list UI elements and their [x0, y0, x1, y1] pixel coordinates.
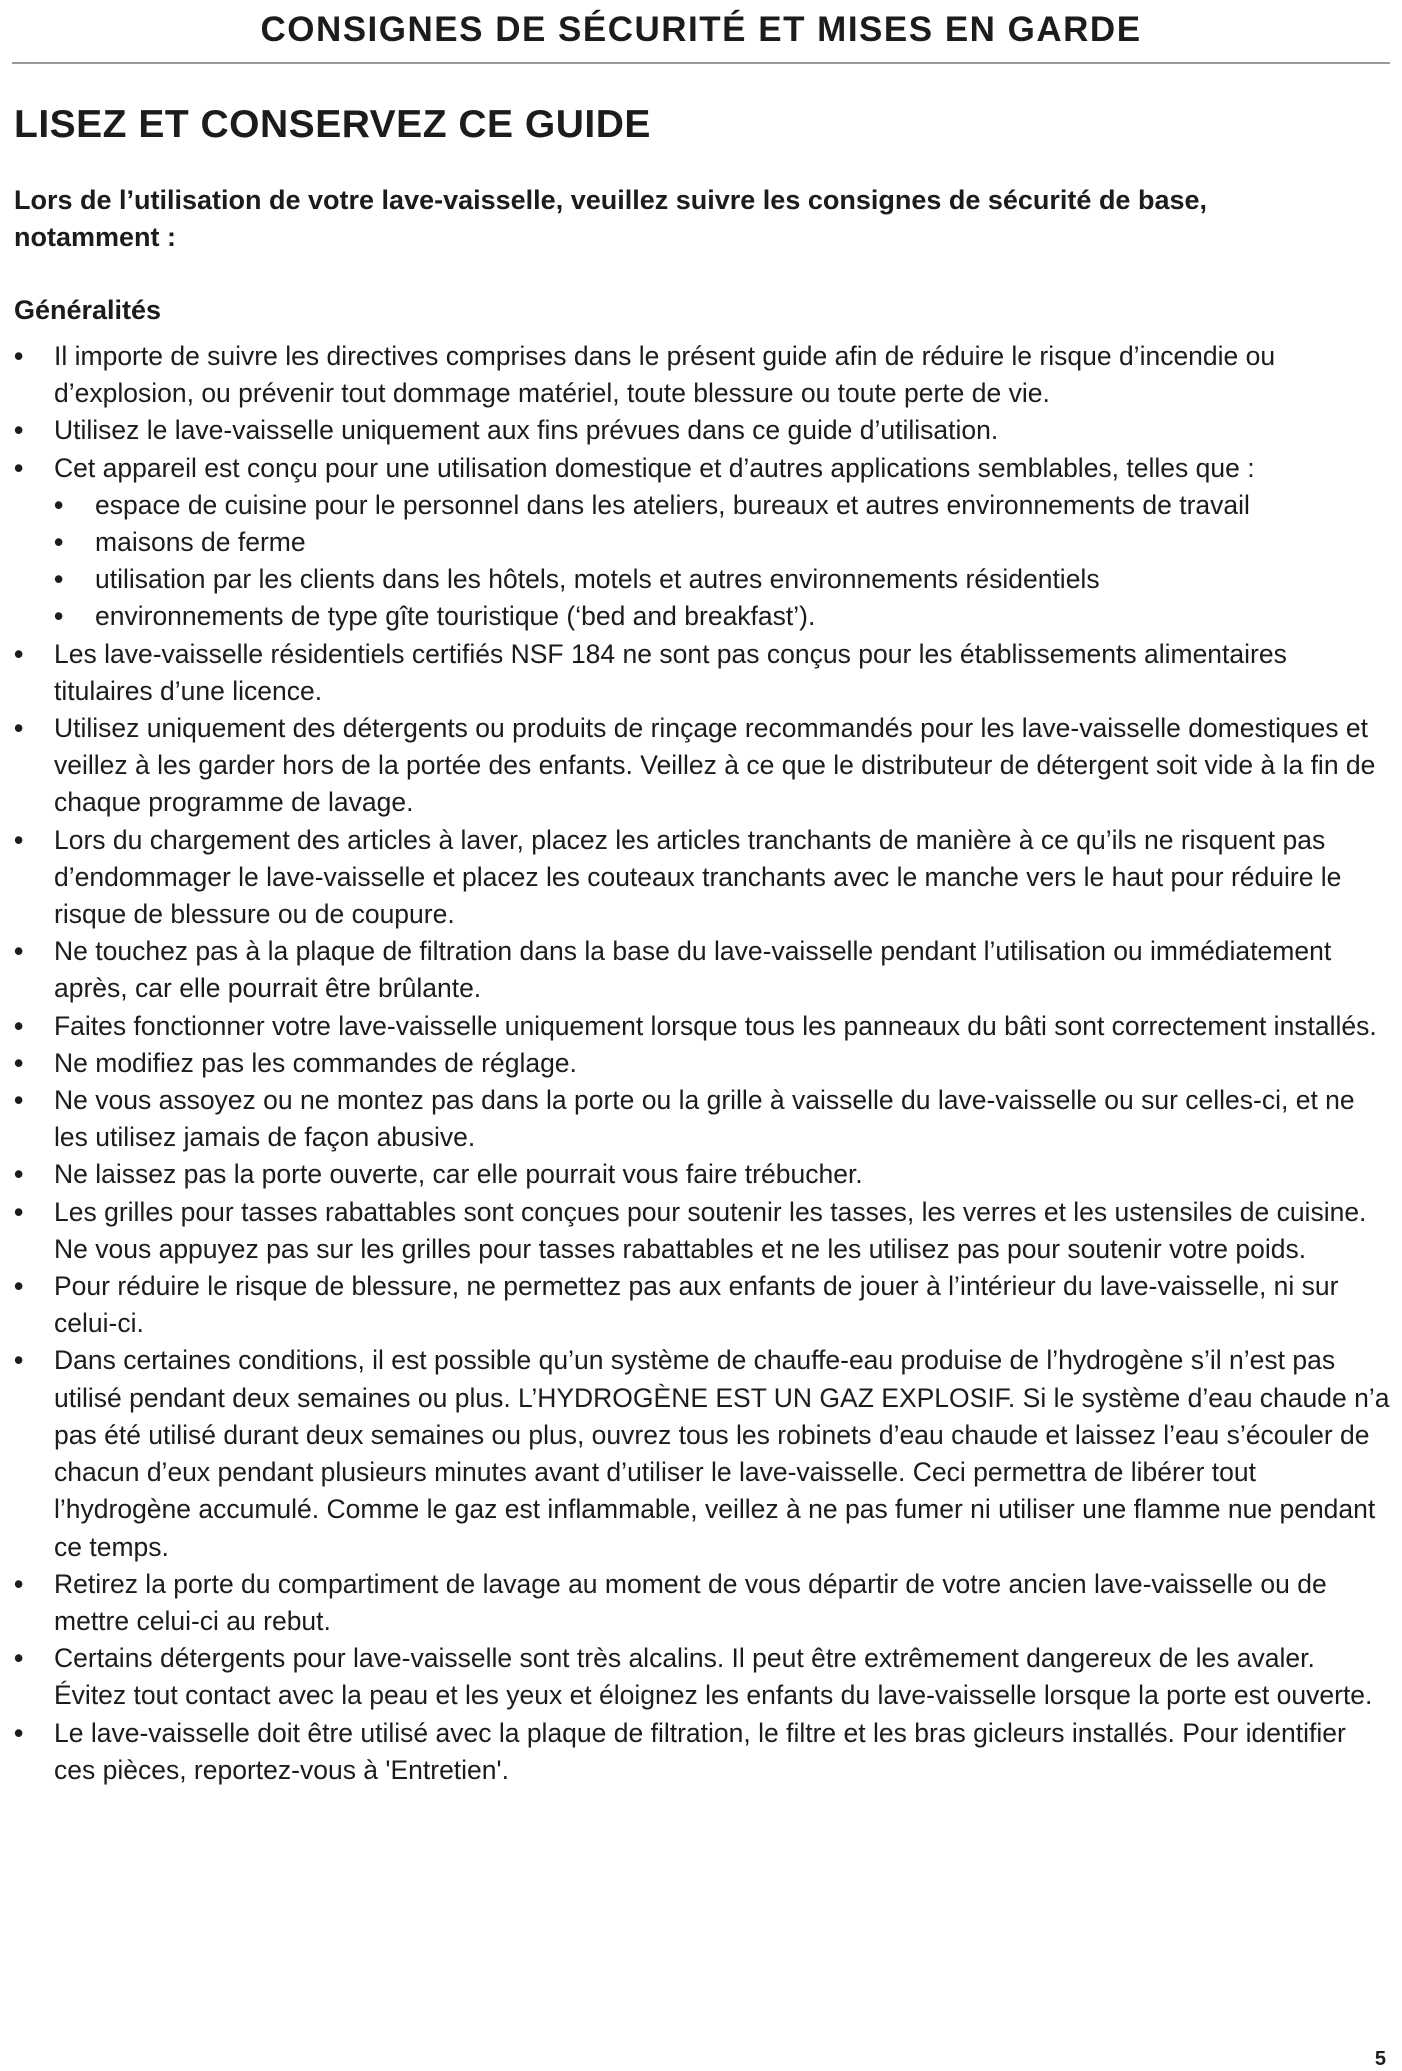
page-number: 5	[1374, 2048, 1386, 2070]
page-header-title: CONSIGNES DE SÉCURITÉ ET MISES EN GARDE	[260, 10, 1142, 49]
bullet-icon: •	[14, 1643, 24, 1674]
list-item	[14, 1194, 1390, 1268]
list-item-text: Ne vous assoyez ou ne montez pas dans la porte ou la grille à vaisselle du lave-vaisselle ou sur celles-ci, et ne les utilisez jamais de façon abusive.	[54, 1085, 1355, 1153]
list-item	[14, 1008, 1390, 1045]
bullet-icon: •	[14, 713, 24, 744]
list-item-text: Pour réduire le risque de blessure, ne permettez pas aux enfants de jouer à l’intérieur du lave-vaisselle, ni sur celui-ci.	[54, 1271, 1339, 1339]
sub-list-item	[54, 524, 1390, 561]
list-item-text: Utilisez uniquement des détergents ou produits de rinçage recommandés pour les lave-vaisselle domestiques et veillez à les garder hors de la portée des enfants. Veillez à ce que le distributeur de détergent soit vide à la fin de chaque programme de lavage.	[54, 713, 1376, 818]
list-item-text: Les grilles pour tasses rabattables sont conçues pour soutenir les tasses, les verres et les ustensiles de cuisine. Ne vous appuyez pas sur les grilles pour tasses rabattables et ne les utilisez pas pour soutenir votre poids.	[54, 1196, 1367, 1264]
bullet-icon: •	[14, 936, 24, 967]
sub-list-item	[54, 561, 1390, 598]
sub-list-item-text: maisons de ferme	[95, 527, 306, 558]
list-item	[14, 933, 1390, 1007]
sub-list-item-text: utilisation par les clients dans les hôtels, motels et autres environnements résidentiels	[95, 564, 1100, 595]
list-item-text: Ne modifiez pas les commandes de réglage.	[54, 1047, 577, 1078]
list-item	[14, 1566, 1390, 1640]
bullet-icon: •	[54, 601, 64, 632]
list-item	[14, 710, 1390, 822]
main-heading: LISEZ ET CONSERVEZ CE GUIDE	[14, 103, 651, 146]
list-item	[14, 450, 1390, 636]
page-header	[0, 0, 1402, 66]
list-item-text: Dans certaines conditions, il est possible qu’un système de chauffe-eau produise de l’hydrogène s’il n’est pas utilisé pendant deux semaines ou plus. L’HYDROGÈNE EST UN GAZ EXPLOSIF. Si le système d’eau chaude n’a pas été utilisé durant deux semaines ou plus, ouvrez tous les robinets d’eau chaude et laissez l’eau s’écouler de chacun d’eux pendant plusieurs minutes avant d’utiliser le lave-vaisselle. Ceci permettra de libérer tout l’hydrogène accumulé. Comme le gaz est inflammable, veillez à ne pas fumer ni utiliser une flamme nue pendant ce temps.	[54, 1345, 1390, 1562]
bullet-icon: •	[14, 1196, 24, 1227]
list-item-text: Ne touchez pas à la plaque de filtration dans la base du lave-vaisselle pendant l’utilisation ou immédiatement après, car elle pourrait être brûlante.	[54, 936, 1332, 1004]
list-item-text: Ne laissez pas la porte ouverte, car elle pourrait vous faire trébucher.	[54, 1159, 863, 1190]
header-divider	[12, 62, 1390, 64]
bullet-icon: •	[14, 1085, 24, 1116]
bullet-icon: •	[54, 564, 64, 595]
safety-instructions-list	[14, 338, 1390, 1789]
bullet-icon: •	[14, 1345, 24, 1376]
bullet-icon: •	[14, 1159, 24, 1190]
list-item	[14, 1045, 1390, 1082]
list-item	[14, 338, 1390, 412]
list-item	[14, 1342, 1390, 1565]
bullet-icon: •	[14, 452, 24, 483]
sub-list-item	[54, 598, 1390, 635]
bullet-icon: •	[14, 1010, 24, 1041]
bullet-icon: •	[14, 1271, 24, 1302]
list-item	[14, 412, 1390, 449]
list-item	[14, 1640, 1390, 1714]
list-item-text: Lors du chargement des articles à laver, placez les articles tranchants de manière à ce qu’ils ne risquent pas d’endommager le lave-vaisselle et placez les couteaux tranchants avec le manche vers le haut pour réduire le risque de blessure ou de coupure.	[54, 824, 1342, 930]
sub-list	[54, 487, 1390, 636]
list-item	[14, 1082, 1390, 1156]
list-item	[14, 822, 1390, 934]
section-heading-generalites: Généralités	[14, 295, 162, 325]
sub-list-item	[54, 487, 1390, 524]
sub-list-item-text: espace de cuisine pour le personnel dans les ateliers, bureaux et autres environnements de travail	[95, 489, 1250, 520]
list-item-text: Retirez la porte du compartiment de lavage au moment de vous départir de votre ancien lave-vaisselle ou de mettre celui-ci au rebut.	[54, 1568, 1327, 1636]
list-item-text: Certains détergents pour lave-vaisselle sont très alcalins. Il peut être extrêmement dangereux de les avaler. Évitez tout contact avec la peau et les yeux et éloignez les enfants du lave-vaisselle lorsque la porte est ouverte.	[54, 1643, 1373, 1711]
list-item-text: Il importe de suivre les directives comprises dans le présent guide afin de réduire le risque d’incendie ou d’explosion, ou prévenir tout dommage matériel, toute blessure ou toute perte de vie.	[54, 341, 1276, 409]
bullet-icon: •	[14, 1047, 24, 1078]
bullet-icon: •	[14, 1568, 24, 1599]
list-item-text: Les lave-vaisselle résidentiels certifiés NSF 184 ne sont pas conçus pour les établissements alimentaires titulaires d’une licence.	[54, 638, 1287, 706]
bullet-icon: •	[54, 527, 64, 558]
bullet-icon: •	[14, 415, 24, 446]
list-item-text: Utilisez le lave-vaisselle uniquement aux fins prévues dans ce guide d’utilisation.	[54, 415, 999, 446]
list-item	[14, 1268, 1390, 1342]
list-item	[14, 636, 1390, 710]
bullet-icon: •	[14, 1717, 24, 1748]
bullet-icon: •	[14, 341, 24, 371]
list-item	[14, 1156, 1390, 1193]
list-item	[14, 1715, 1390, 1789]
list-item-text: Cet appareil est conçu pour une utilisation domestique et d’autres applications semblables, telles que :	[54, 452, 1255, 483]
bullet-icon: •	[14, 638, 24, 669]
sub-list-item-text: environnements de type gîte touristique (‘bed and breakfast’).	[95, 601, 816, 632]
bullet-icon: •	[14, 824, 24, 855]
list-item-text: Le lave-vaisselle doit être utilisé avec la plaque de filtration, le filtre et les bras gicleurs installés. Pour identifier ces pièces, reportez-vous à 'Entretien'.	[54, 1717, 1346, 1785]
list-item-text: Faites fonctionner votre lave-vaisselle uniquement lorsque tous les panneaux du bâti sont correctement installés.	[54, 1010, 1377, 1041]
intro-paragraph: Lors de l’utilisation de votre lave-vaisselle, veuillez suivre les consignes de sécurité de base, notamment :	[14, 185, 1207, 252]
bullet-icon: •	[54, 489, 64, 520]
